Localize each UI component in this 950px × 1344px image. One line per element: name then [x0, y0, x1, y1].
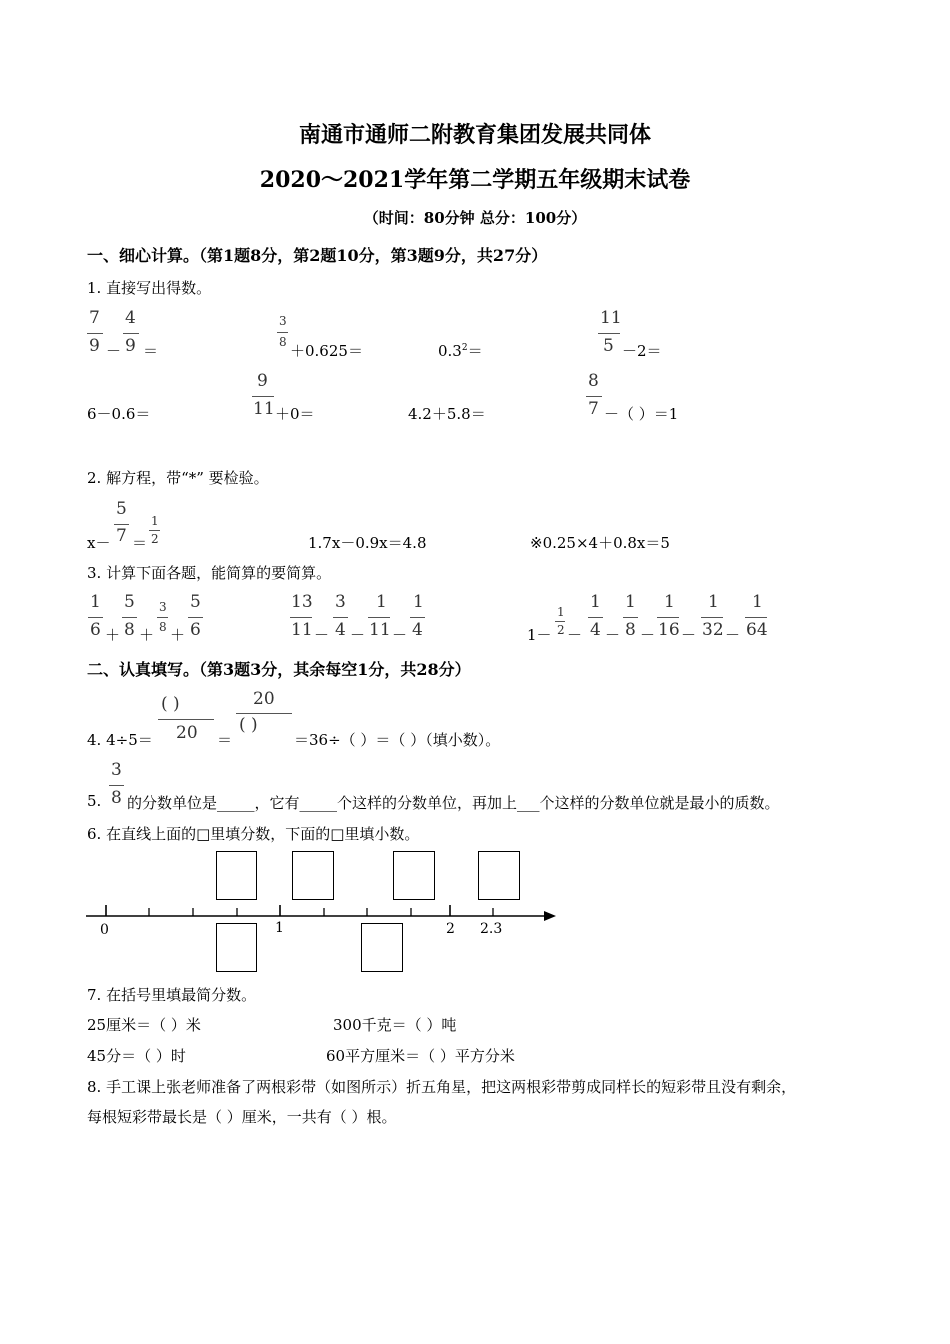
fraction-bar [555, 621, 565, 622]
q3b-op2: － [350, 626, 366, 644]
q3c-lead: 1－ [527, 626, 552, 644]
fraction-bar [745, 617, 767, 618]
fraction-bar [701, 617, 723, 618]
q3a-n4: 5 [190, 592, 201, 612]
q3c-op4: － [681, 626, 697, 644]
q3a-d1: 6 [90, 620, 101, 640]
q8-line2: 每根短彩带最长是（ ）厘米，一共有（ ）根。 [87, 1108, 397, 1126]
upper-answer-box-1[interactable] [216, 851, 257, 900]
q3c-d4: 16 [658, 620, 680, 640]
q6-label: 6. 在直线上面的□里填分数，下面的□里填小数。 [87, 825, 420, 843]
q1c-exp: 2 [461, 343, 468, 353]
q3a-op2: ＋ [139, 626, 155, 644]
upper-answer-box-3[interactable] [393, 851, 435, 900]
q3b-n1: 13 [291, 592, 313, 612]
q3c-op1: － [567, 626, 583, 644]
fraction-bar [122, 617, 137, 618]
q4-lead: 4. 4÷5＝ [87, 731, 153, 749]
q7-label: 7. 在括号里填最简分数。 [87, 986, 257, 1004]
q1g-expression: 4.2＋5.8＝ [408, 405, 486, 423]
tick-label-2: 2 [446, 921, 455, 937]
q3c-d2: 4 [590, 620, 601, 640]
q1f-num: 9 [257, 371, 268, 391]
fraction-bar [109, 785, 124, 786]
fraction-bar [277, 332, 288, 333]
q3c-d3: 8 [625, 620, 636, 640]
q2a-eq: ＝ [132, 534, 148, 552]
q1c-base: 0.3 [438, 342, 462, 360]
fraction-bar [252, 396, 274, 397]
exam-title-line1: 南通市通师二附教育集团发展共同体 [298, 122, 651, 148]
fraction-bar [157, 617, 168, 618]
q3c-n1: 1 [557, 605, 565, 619]
q3-label: 3. 计算下面各题，能简算的要简算。 [87, 564, 332, 582]
q1-label: 1. 直接写出得数。 [87, 279, 212, 297]
q4-den1: 20 [176, 723, 198, 743]
fraction-bar [87, 333, 103, 334]
tick-label-1: 1 [275, 920, 284, 936]
q1h-num: 8 [588, 371, 599, 391]
q4-tail: ＝36÷（ ）＝（ ）（填小数）。 [294, 731, 501, 749]
q1f-tail: ＋0＝ [275, 405, 315, 423]
q1b-tail: ＋0.625＝ [290, 342, 363, 360]
q1d-num: 11 [600, 308, 622, 328]
fraction-bar [290, 617, 312, 618]
q3c-op5: － [725, 626, 741, 644]
q2a-den1: 7 [116, 526, 127, 546]
fraction-bar [657, 617, 679, 618]
fraction-bar [158, 719, 214, 720]
q3a-op1: ＋ [105, 626, 121, 644]
tick-label-2-3: 2.3 [480, 921, 503, 937]
fraction-bar [149, 530, 160, 531]
q1a-op: － [106, 342, 122, 360]
q1a-num2: 4 [125, 308, 136, 328]
q5-body: 的分数单位是_____，它有_____个这样的分数单位，再加上___个这样的分数单位就是最小的质数。 [127, 794, 780, 812]
q3c-op3: － [640, 626, 656, 644]
fraction-bar [586, 396, 602, 397]
fraction-bar [114, 524, 129, 525]
q1a-den2: 9 [125, 336, 136, 356]
q4-num2: 20 [253, 689, 275, 709]
q3b-n4: 1 [413, 592, 424, 612]
section2-heading: 二、认真填写。（第3题3分，其余每空1分，共28分） [87, 660, 471, 679]
fraction-bar [588, 617, 603, 618]
q3c-d6: 64 [746, 620, 768, 640]
fraction-bar [123, 333, 139, 334]
q1b-num: 3 [279, 314, 287, 328]
q1b-den: 8 [279, 335, 287, 349]
q3c-d5: 32 [702, 620, 724, 640]
fraction-bar [333, 617, 348, 618]
q3b-n2: 3 [335, 592, 346, 612]
q5-den: 8 [111, 788, 122, 808]
fraction-bar [623, 617, 638, 618]
q2a-num2: 1 [151, 514, 159, 528]
exam-subtitle: （时间：80分钟 总分：100分） [363, 209, 587, 227]
fraction-bar [236, 713, 292, 714]
q2-label: 2. 解方程，带“*” 要检验。 [87, 469, 269, 487]
q3c-n4: 1 [664, 592, 675, 612]
q2a-lead: x－ [87, 534, 111, 552]
q1a-num1: 7 [89, 308, 100, 328]
q3a-n1: 1 [90, 592, 101, 612]
q3b-op1: － [314, 626, 330, 644]
q2a-num1: 5 [116, 499, 127, 519]
number-line [80, 895, 570, 945]
q7d-text: 60平方厘米＝（ ）平方分米 [326, 1047, 515, 1065]
q3c-n2: 1 [590, 592, 601, 612]
q1a-den1: 9 [89, 336, 100, 356]
q3b-d3: 11 [369, 620, 391, 640]
q5-lead: 5. [87, 792, 102, 810]
q1h-tail: －（ ）＝1 [604, 405, 679, 423]
q8-line1: 8. 手工课上张老师准备了两根彩带（如图所示）折五角星，把这两根彩带剪成同样长的短彩带且没有剩余， [87, 1078, 797, 1096]
q1a-tail: ＝ [143, 342, 159, 360]
q2b-equation: 1.7x－0.9x＝4.8 [308, 534, 427, 552]
q1d-den: 5 [603, 336, 614, 356]
q3b-d2: 4 [335, 620, 346, 640]
q3c-d1: 2 [557, 623, 565, 637]
q4-den-blank[interactable]: ( ) [239, 715, 258, 735]
fraction-bar [368, 617, 390, 618]
q3a-d2: 8 [124, 620, 135, 640]
upper-answer-box-2[interactable] [292, 851, 334, 900]
fraction-bar [88, 617, 103, 618]
q1c-expression [438, 340, 483, 361]
q3b-d4: 4 [412, 620, 423, 640]
q1e-expression: 6－0.6＝ [87, 405, 151, 423]
q3b-n3: 1 [376, 592, 387, 612]
q3b-op3: － [392, 626, 408, 644]
q2a-den2: 2 [151, 532, 159, 546]
q2c-equation: ※0.25×4＋0.8x＝5 [530, 534, 670, 552]
fraction-bar [410, 617, 425, 618]
tick-label-0: 0 [100, 922, 109, 938]
q1f-den: 11 [253, 399, 275, 419]
q3a-op3: ＋ [170, 626, 186, 644]
q5-num: 3 [111, 760, 122, 780]
section1-heading: 一、细心计算。（第1题8分，第2题10分，第3题9分，共27分） [87, 246, 548, 265]
q7c-text: 45分＝（ ）时 [87, 1047, 186, 1065]
q1d-tail: －2＝ [622, 342, 662, 360]
exam-title-line2: 2020～2021学年第二学期五年级期末试卷 [259, 167, 691, 193]
number-line-arrow-icon [544, 911, 556, 921]
fraction-bar [188, 617, 203, 618]
q3a-d4: 6 [190, 620, 201, 640]
q3c-op2: － [605, 626, 621, 644]
q3b-d1: 11 [291, 620, 313, 640]
q3c-n6: 1 [752, 592, 763, 612]
fraction-bar [598, 333, 620, 334]
q4-eq: ＝ [217, 731, 233, 749]
q3a-d3: 8 [159, 620, 167, 634]
q3c-n3: 1 [625, 592, 636, 612]
q3a-n2: 5 [124, 592, 135, 612]
q1h-den: 7 [588, 399, 599, 419]
q4-num-blank[interactable]: ( ) [161, 694, 180, 714]
upper-answer-box-4[interactable] [478, 851, 520, 900]
q7b-text: 300千克＝（ ）吨 [333, 1016, 457, 1034]
q3c-n5: 1 [708, 592, 719, 612]
q7a-text: 25厘米＝（ ）米 [87, 1016, 201, 1034]
q3a-n3: 3 [159, 600, 167, 614]
q1c-tail: ＝ [467, 342, 483, 360]
